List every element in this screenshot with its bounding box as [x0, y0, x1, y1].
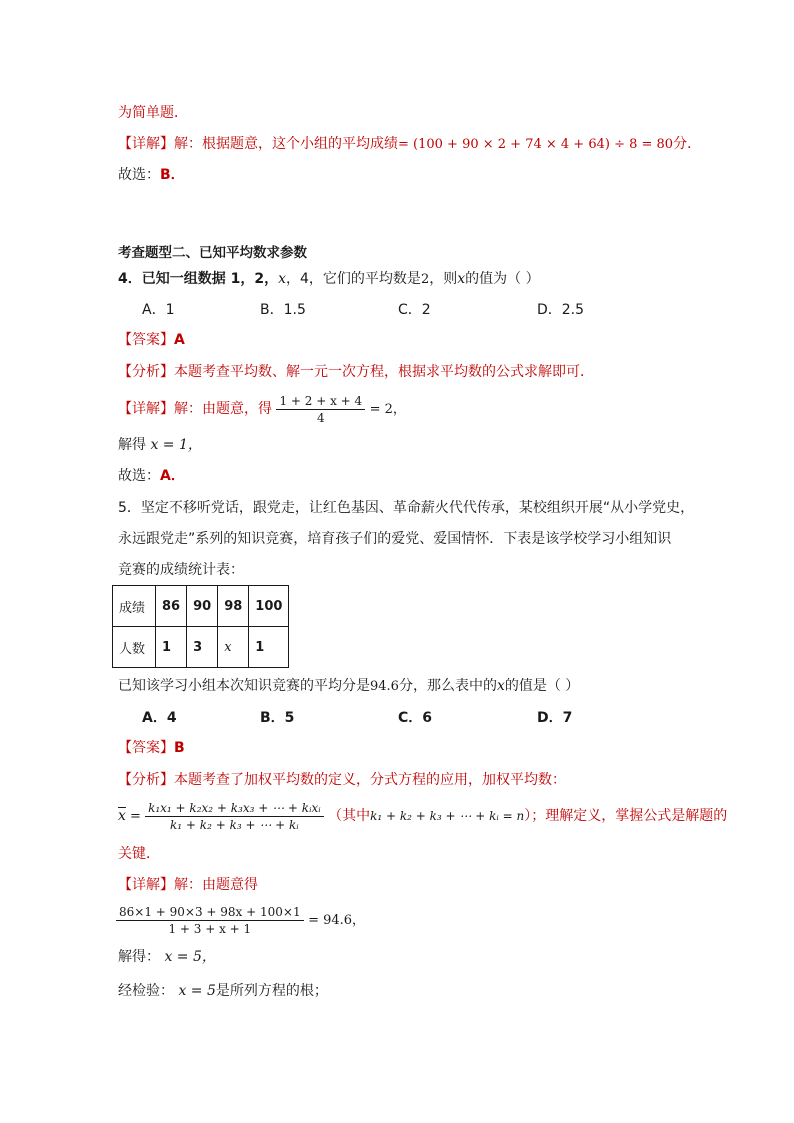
q5-question-line: [118, 676, 579, 697]
q5-question-part: 已知该学习小组本次知识竞赛的平均分是: [118, 678, 370, 694]
q5-equation-numerator: 86×1 + 90×3 + 98x + 100×1: [116, 904, 304, 921]
q4-stem-part: 的值为（ ）: [465, 271, 540, 287]
table-row: [113, 627, 289, 668]
q4-fraction: [276, 393, 365, 426]
weighted-formula-line: $\overline{x}$ = $\frac{\text{k₁x₁ + k₂x₂ + k₃x₃ + ⋯ + kᵢxᵢ}}{\text{k₁ + k₂ + k₃ + ⋯ + kᵢ}}$ （其中k₁ + k₂ + k₃ + ⋯ + kᵢ = n）；理解定义，掌握公式是解题的: [118, 800, 728, 832]
q5-var: x: [496, 678, 505, 694]
q4-detail: 解：由题意，得: [174, 401, 272, 417]
q5-answer: B: [174, 740, 185, 756]
table-cell: 100: [249, 586, 289, 627]
q5-option-d: D．7: [537, 710, 573, 726]
q4-option-d: D．2.5: [537, 302, 585, 318]
detail-text: 解：根据题意，这个小组的平均成绩: [174, 136, 398, 152]
q5-check-text: 是所列方程的根；: [215, 983, 328, 999]
analysis-tag: 【分析】: [118, 364, 174, 380]
q5-question-part: 的值是（ ）: [504, 678, 580, 694]
q4-option-b: B．1.5: [260, 302, 306, 318]
q4-choice-line: [118, 466, 185, 486]
q4-stem-part: ，4，它们的平均数是: [286, 271, 421, 287]
q4-answer-line: [118, 330, 185, 350]
analysis-tag: 【分析】: [118, 772, 174, 788]
q5-check-line: [118, 981, 328, 1001]
detail-tag: 【详解】: [118, 877, 174, 893]
q5-option-a: A．4: [142, 710, 177, 726]
q5-check-eq: x = 5: [178, 983, 216, 999]
score-table: [112, 585, 289, 668]
q5-equation-rhs: = 94.6，: [308, 913, 366, 928]
average-formula: = (100 + 90 × 2 + 74 × 4 + 64) ÷ 8 = 80: [398, 137, 674, 152]
weighted-cond-part: （其中: [328, 808, 371, 824]
q5-solve: x = 5，: [164, 949, 216, 965]
q4-analysis-line: [118, 362, 594, 382]
q5-stem-line-2: 永远跟党走”系列的知识竞赛，培育孩子们的爱党、爱国情怀．下表是该学校学习小组知识: [118, 531, 672, 547]
q4-solve: x = 1，: [150, 437, 202, 453]
table-cell: x: [218, 627, 249, 668]
choice-label: 故选：: [118, 167, 160, 183]
q5-solve-line: [118, 947, 216, 967]
q4-detail-line: [118, 392, 406, 427]
section-title: 考查题型二、已知平均数求参数: [118, 245, 307, 261]
detail-line-1: [118, 134, 701, 155]
check-label: 经检验：: [118, 983, 174, 999]
q5-stem-line-3: 竞赛的成绩统计表：: [118, 562, 244, 578]
answer-tag: 【答案】: [118, 740, 174, 756]
q5-stem-line-1: 5．坚定不移听党话，跟党走，让红色基因、革命薪火代代传承，某校组织开展“从小学党史，: [118, 500, 695, 516]
q4-stem-part: 4．已知一组数据 1，2，: [118, 271, 279, 287]
detail-tag: 【详解】: [118, 136, 174, 152]
table-cell: 98: [218, 586, 249, 627]
q4-option-c: C．2: [398, 302, 431, 318]
q4-choice: A．: [160, 468, 185, 484]
table-cell: 1: [249, 627, 289, 668]
choice-answer: B．: [160, 167, 185, 183]
table-cell: 3: [187, 627, 218, 668]
q4-solve-line: [118, 435, 202, 455]
detail-tag: 【详解】: [118, 401, 174, 417]
q4-analysis: 本题考查平均数、解一元一次方程，根据求平均数的公式求解即可．: [174, 364, 594, 380]
q5-analysis-end: 关键．: [118, 846, 160, 862]
q5-equation-line: [116, 900, 365, 941]
table-cell: 1: [156, 627, 187, 668]
q4-fraction-numerator: 1 + 2 + x + 4: [276, 393, 365, 410]
solve-label: 解得：: [118, 949, 160, 965]
table-cell: 86: [156, 586, 187, 627]
q5-equation-fraction: [116, 904, 304, 937]
q5-analysis-line: [118, 770, 566, 790]
q4-answer: A: [174, 332, 185, 348]
q5-question-part: 分，那么表中的: [398, 678, 497, 694]
table-cell: 成绩: [113, 586, 156, 627]
q5-option-c: C．6: [398, 710, 433, 726]
q5-analysis: 本题考查了加权平均数的定义，分式方程的应用，加权平均数：: [174, 772, 566, 788]
table-row: [113, 586, 289, 627]
answer-tag: 【答案】: [118, 332, 174, 348]
table-cell: 人数: [113, 627, 156, 668]
q4-stem-part: ，则: [429, 271, 458, 287]
weighted-cond-part: ）；理解定义，掌握公式是解题的: [524, 808, 728, 824]
weighted-numerator: k₁x₁ + k₂x₂ + k₃x₃ + ⋯ + kᵢxᵢ: [145, 800, 324, 817]
q4-fraction-rhs: = 2，: [369, 402, 406, 417]
choice-line-1: [118, 165, 185, 185]
weighted-denominator: k₁ + k₂ + k₃ + ⋯ + kᵢ: [170, 817, 299, 832]
q4-fraction-denominator: 4: [317, 410, 325, 425]
q4-var: x: [278, 271, 287, 287]
detail-unit: 分．: [673, 136, 702, 152]
q5-mean: 94.6: [370, 679, 399, 694]
q5-detail-line: [118, 875, 258, 895]
q4-mean: 2: [420, 272, 430, 287]
q5-answer-line: [118, 738, 185, 758]
weighted-condition: k₁ + k₂ + k₃ + ⋯ + kᵢ = n: [370, 809, 525, 823]
q4-option-a: A．1: [142, 302, 175, 318]
q5-equation-denominator: 1 + 3 + x + 1: [168, 921, 252, 936]
solve-label: 解得: [118, 437, 146, 453]
q5-option-b: B．5: [260, 710, 295, 726]
x-bar: $\overline{x}$: [118, 808, 126, 824]
q4-stem: [118, 269, 540, 290]
choice-label: 故选：: [118, 468, 160, 484]
q4-var: x: [457, 271, 466, 287]
weighted-fraction: [145, 800, 324, 833]
table-cell: 90: [187, 586, 218, 627]
prev-text-line: 为简单题．: [118, 105, 188, 121]
q5-detail: 解：由题意得: [174, 877, 258, 893]
